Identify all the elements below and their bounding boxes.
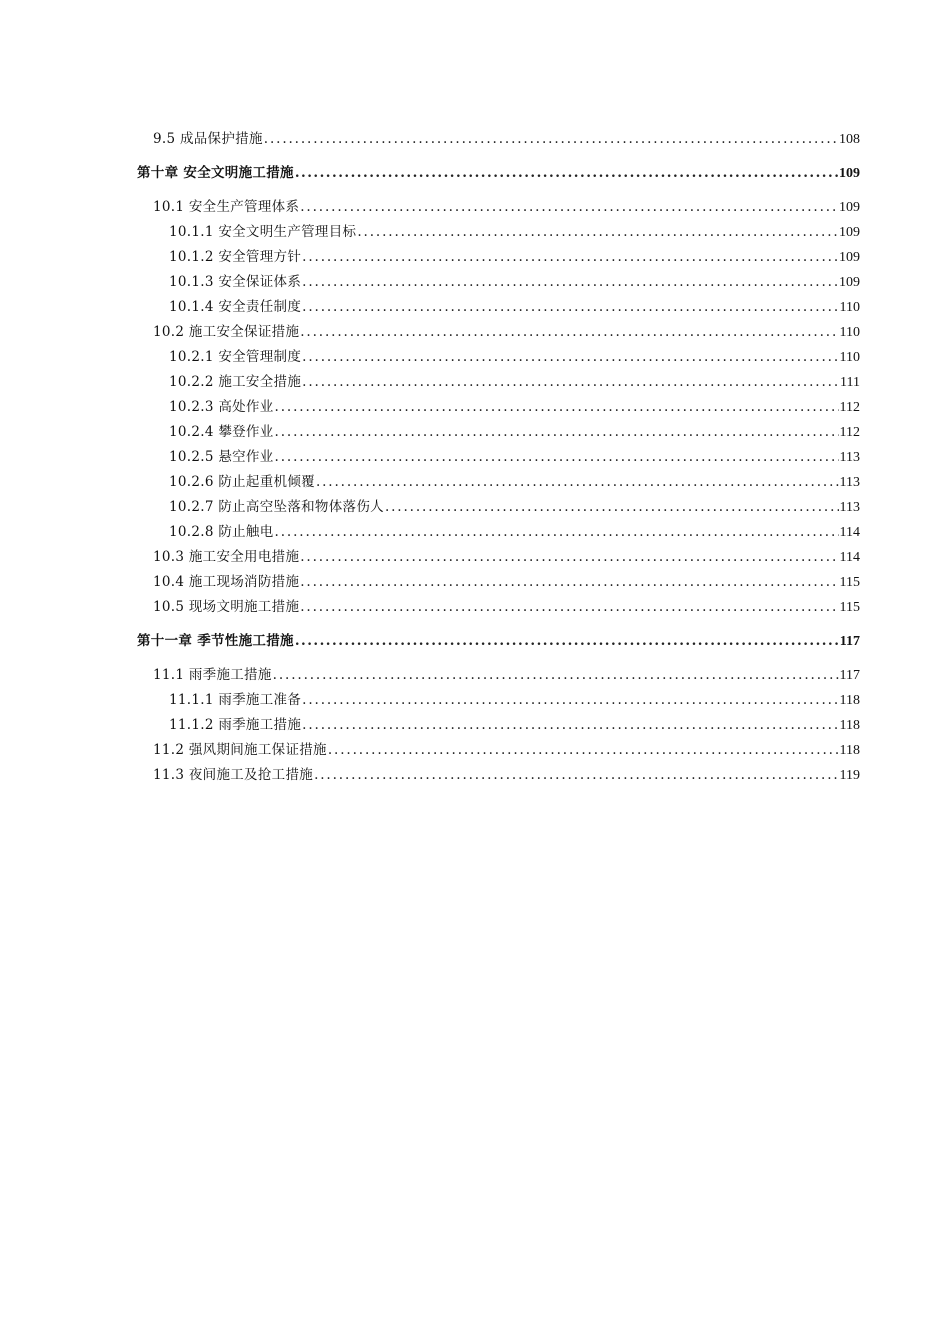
toc-entry-page-number: 112: [839, 425, 860, 440]
toc-entry-page-number: 112: [839, 400, 860, 415]
dot-leader: [300, 595, 838, 620]
toc-entry[interactable]: [137, 220, 860, 245]
toc-entry-title: 10.2 施工安全保证措施: [153, 324, 300, 340]
toc-entry-title: 10.1.4 安全责任制度: [169, 299, 302, 315]
toc-entry-page-number: 109: [839, 225, 860, 240]
dot-leader: [302, 688, 838, 713]
dot-leader: [357, 220, 838, 245]
toc-entry-title: 10.4 施工现场消防措施: [153, 574, 300, 590]
dot-leader: [302, 295, 838, 320]
toc-entry-title: 10.1.2 安全管理方针: [169, 249, 302, 265]
toc-entry[interactable]: [137, 420, 860, 445]
dot-leader: [316, 470, 839, 495]
toc-entry-title: 10.2.7 防止高空坠落和物体落伤人: [169, 499, 384, 515]
toc-entry[interactable]: [137, 320, 860, 345]
dot-leader: [328, 738, 839, 763]
toc-entry-title: 第十章 安全文明施工措施: [137, 165, 294, 181]
toc-entry-title: 10.1.1 安全文明生产管理目标: [169, 224, 357, 240]
dot-leader: [295, 161, 838, 186]
toc-entry-page-number: 118: [839, 718, 860, 733]
toc-entry-page-number: 114: [839, 550, 860, 565]
toc-entry-title: 第十一章 季节性施工措施: [137, 633, 294, 649]
dot-leader: [385, 495, 839, 520]
dot-leader: [302, 370, 839, 395]
toc-entry[interactable]: [137, 445, 860, 470]
toc-entry[interactable]: [137, 545, 860, 570]
toc-entry-title: 10.2.3 高处作业: [169, 399, 274, 415]
toc-entry-page-number: 118: [839, 743, 860, 758]
toc-entry-title: 10.5 现场文明施工措施: [153, 599, 300, 615]
dot-leader: [300, 195, 838, 220]
toc-entry-page-number: 114: [839, 525, 860, 540]
toc-entry-title: 10.2.5 悬空作业: [169, 449, 274, 465]
toc-entry[interactable]: [137, 470, 860, 495]
toc-entry[interactable]: [137, 520, 860, 545]
toc-entry[interactable]: [137, 495, 860, 520]
toc-entry-page-number: 111: [840, 375, 860, 390]
toc-entry-page-number: 109: [839, 200, 860, 215]
toc-entry-page-number: 110: [839, 350, 860, 365]
toc-entry-title: 11.2 强风期间施工保证措施: [153, 742, 327, 758]
toc-entry[interactable]: [137, 127, 860, 152]
toc-entry[interactable]: [137, 713, 860, 738]
dot-leader: [275, 395, 839, 420]
dot-leader: [302, 345, 838, 370]
toc-entry-title: 11.1.2 雨季施工措施: [169, 717, 302, 733]
dot-leader: [275, 520, 839, 545]
toc-entry-title: 10.1.3 安全保证体系: [169, 274, 302, 290]
toc-entry[interactable]: [137, 295, 860, 320]
toc-entry-title: 10.2.8 防止触电: [169, 524, 274, 540]
toc-entry[interactable]: [137, 688, 860, 713]
toc-entry[interactable]: [137, 345, 860, 370]
toc-entry[interactable]: [137, 738, 860, 763]
dot-leader: [302, 713, 838, 738]
dot-leader: [264, 127, 838, 152]
toc-entry-page-number: 119: [839, 768, 860, 783]
toc-entry-title: 10.2.2 施工安全措施: [169, 374, 302, 390]
toc-entry[interactable]: [137, 195, 860, 220]
toc-entry[interactable]: [137, 595, 860, 620]
toc-entry-title: 9.5 成品保护措施: [153, 131, 263, 147]
toc-entry-page-number: 113: [839, 475, 860, 490]
toc-entry-page-number: 109: [839, 250, 860, 265]
toc-entry-title: 10.2.1 安全管理制度: [169, 349, 302, 365]
toc-entry[interactable]: [137, 570, 860, 595]
toc-entry-page-number: 113: [839, 450, 860, 465]
toc-entry-page-number: 108: [839, 132, 860, 147]
toc-entry-page-number: 110: [839, 300, 860, 315]
toc-entry[interactable]: [137, 395, 860, 420]
dot-leader: [300, 320, 838, 345]
toc-entry-page-number: 113: [839, 500, 860, 515]
toc-entry-page-number: 115: [839, 600, 860, 615]
toc-entry-page-number: 110: [839, 325, 860, 340]
toc-entry[interactable]: [137, 370, 860, 395]
dot-leader: [314, 763, 838, 788]
toc-chapter-entry[interactable]: [137, 161, 860, 186]
toc-entry-page-number: 109: [839, 275, 860, 290]
toc-entry-page-number: 115: [839, 575, 860, 590]
dot-leader: [275, 445, 839, 470]
dot-leader: [295, 629, 839, 654]
dot-leader: [302, 270, 838, 295]
dot-leader: [300, 545, 838, 570]
toc-entry-title: 10.1 安全生产管理体系: [153, 199, 300, 215]
toc-entry-title: 11.1 雨季施工措施: [153, 667, 272, 683]
dot-leader: [302, 245, 838, 270]
toc-entry-title: 10.2.4 攀登作业: [169, 424, 274, 440]
toc-chapter-entry[interactable]: [137, 629, 860, 654]
toc-entry-page-number: 118: [839, 693, 860, 708]
toc-entry-title: 11.1.1 雨季施工准备: [169, 692, 302, 708]
table-of-contents: [137, 127, 860, 788]
dot-leader: [273, 663, 839, 688]
toc-entry-title: 10.3 施工安全用电措施: [153, 549, 300, 565]
toc-entry[interactable]: [137, 763, 860, 788]
toc-entry[interactable]: [137, 270, 860, 295]
dot-leader: [300, 570, 838, 595]
toc-entry-title: 10.2.6 防止起重机倾覆: [169, 474, 315, 490]
toc-entry-title: 11.3 夜间施工及抢工措施: [153, 767, 314, 783]
dot-leader: [275, 420, 839, 445]
toc-entry-page-number: 117: [839, 668, 860, 683]
toc-entry[interactable]: [137, 245, 860, 270]
toc-entry-page-number: 117: [839, 634, 860, 649]
toc-entry[interactable]: [137, 663, 860, 688]
toc-entry-page-number: 109: [839, 166, 860, 181]
